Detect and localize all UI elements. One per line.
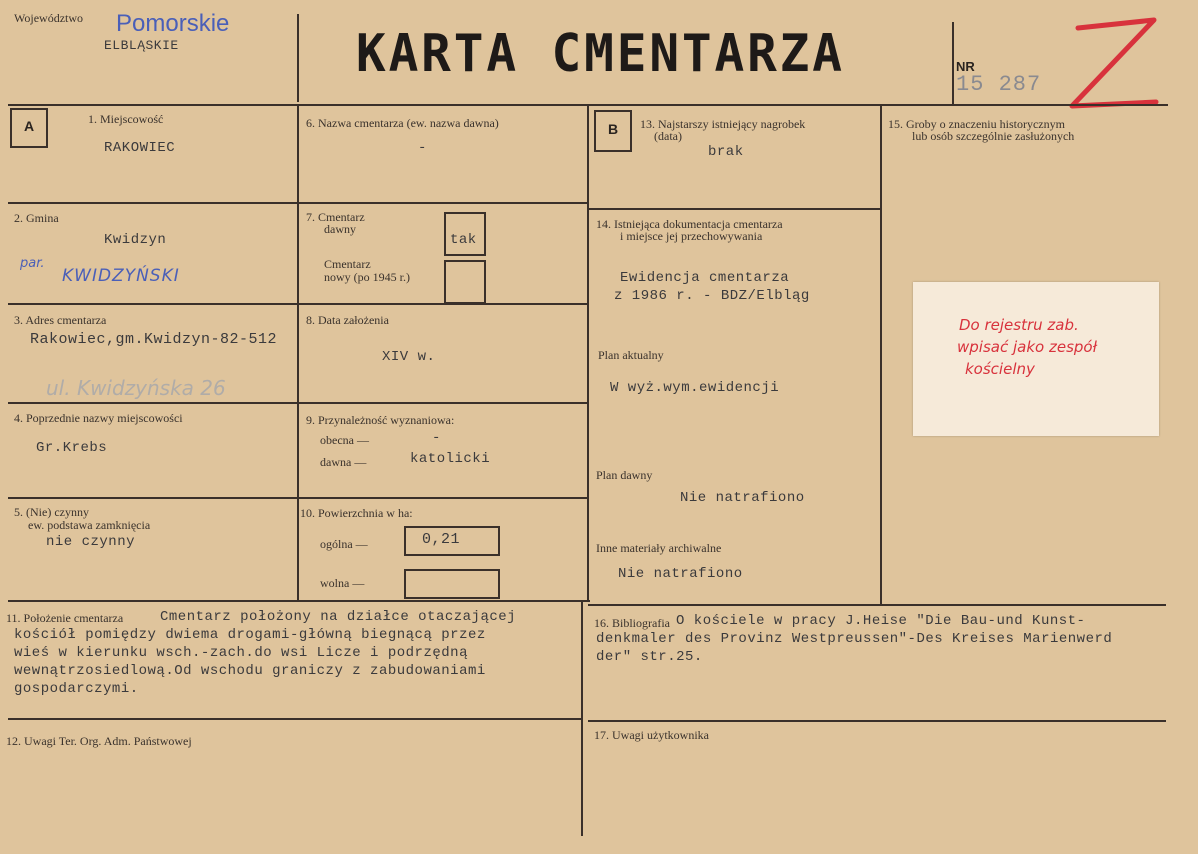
nr-value: 15 287: [956, 72, 1042, 97]
note-line-1: Do rejestru zab.: [959, 316, 1079, 334]
f16-line-2: denkmaler des Provinz Westpreussen"-Des Kreises Marienwerd: [596, 631, 1113, 647]
attached-note: [913, 282, 1159, 436]
f7-value: tak: [450, 232, 477, 248]
divider: [8, 303, 588, 305]
section-a-letter: A: [23, 118, 35, 134]
f11-label: 11. Położenie cmentarza: [6, 611, 124, 625]
wojewodztwo-label: Województwo: [14, 11, 84, 25]
f9-label: 9. Przynależność wyznaniowa:: [306, 413, 455, 427]
f6-value: -: [418, 140, 427, 156]
f10-ogolna-label: ogólna —: [320, 537, 368, 551]
divider: [588, 720, 1166, 722]
divider: [8, 402, 588, 404]
f11-line-2: kościół pomiędzy dwiema drogami-główną biegnącą przez: [14, 627, 486, 643]
divider: [297, 14, 299, 102]
f15-label-line-2: lub osób szczególnie zasłużonych: [912, 129, 1075, 143]
section-b-box: [594, 110, 632, 152]
divider: [8, 497, 588, 499]
f9-dawna-label: dawna —: [320, 455, 367, 469]
f2-hand-value: KWIDZYŃSKI: [62, 266, 180, 286]
divider: [8, 600, 590, 602]
f10-label: 10. Powierzchnia w ha:: [300, 506, 413, 520]
f2-hand-prefix: par.: [20, 256, 45, 271]
f4-label: 4. Poprzednie nazwy miejscowości: [14, 411, 183, 425]
f14-label-line-2: i miejsce jej przechowywania: [620, 229, 763, 243]
f1-value: RAKOWIEC: [104, 140, 176, 156]
wojewodztwo-value: ELBLĄSKIE: [104, 38, 179, 53]
divider: [952, 22, 954, 106]
f5-label-line-2: ew. podstawa zamknięcia: [28, 518, 151, 532]
f14-label-line-1: 14. Istniejąca dokumentacja cmentarza: [596, 217, 783, 231]
f10-ogolna-value: 0,21: [422, 531, 461, 548]
note-line-2: wpisać jako zespół: [957, 338, 1097, 356]
f10-wolna-label: wolna —: [320, 576, 365, 590]
f13-label-line-2: (data): [654, 129, 682, 143]
divider: [581, 600, 583, 836]
divider: [588, 604, 1166, 606]
f16-line-1: O kościele w pracy J.Heise "Die Bau-und Kunst-: [676, 613, 1086, 629]
f8-value: XIV w.: [382, 349, 436, 365]
f7-checkbox: [444, 212, 486, 256]
f9-obecna-value: -: [432, 430, 441, 446]
divider: [8, 718, 582, 720]
f11-line-1: Cmentarz położony na działce otaczającej: [160, 609, 517, 625]
f16-label: 16. Bibliografia: [594, 616, 670, 630]
f8-label: 8. Data założenia: [306, 313, 389, 327]
category-mark: [1064, 14, 1160, 114]
divider: [8, 202, 298, 204]
f5-value: nie czynny: [46, 534, 136, 550]
f17-label: 17. Uwagi użytkownika: [594, 728, 709, 742]
f7-label-line-2: dawny: [324, 222, 356, 236]
f7-label-line-1: 7. Cmentarz: [306, 210, 365, 224]
f2-label: 2. Gmina: [14, 211, 59, 225]
f11-line-4: wewnątrzosiedlową.Od wschodu graniczy z zabudowaniami: [14, 663, 486, 679]
f14-value-line-1: Ewidencja cmentarza: [620, 270, 790, 286]
f14-value-line-2: z 1986 r. - BDZ/Elbląg: [614, 288, 810, 304]
f5-label-line-1: 5. (Nie) czynny: [14, 505, 89, 519]
plan-dawny-value: Nie natrafiono: [680, 490, 805, 506]
f2-value: Kwidzyn: [104, 232, 167, 248]
divider: [588, 208, 880, 210]
f4-value: Gr.Krebs: [36, 440, 108, 456]
plan-aktualny-label: Plan aktualny: [598, 348, 664, 362]
f16-line-3: der" str.25.: [596, 649, 703, 665]
inne-materialy-value: Nie natrafiono: [618, 566, 743, 582]
f9-obecna-label: obecna —: [320, 433, 369, 447]
province-stamp: Pomorskie: [116, 10, 230, 37]
f15-label-line-1: 15. Groby o znaczeniu historycznym: [888, 117, 1065, 131]
f12-label: 12. Uwagi Ter. Org. Adm. Państwowej: [6, 734, 192, 748]
f11-line-3: wieś w kierunku wsch.-zach.do wsi Licze i podrzędną: [14, 645, 468, 661]
f7b-label-line-1: Cmentarz: [324, 257, 371, 271]
f13-label-line-1: 13. Najstarszy istniejący nagrobek: [640, 117, 806, 131]
f7b-label-line-2: nowy (po 1945 r.): [324, 270, 410, 284]
f10-ogolna-field: [404, 526, 500, 556]
inne-materialy-label: Inne materiały archiwalne: [596, 541, 722, 555]
f9-dawna-value: katolicki: [410, 451, 491, 467]
f11-line-5: gospodarczymi.: [14, 681, 139, 697]
plan-dawny-label: Plan dawny: [596, 468, 653, 482]
nr-label: NR: [956, 59, 975, 74]
f3-value: Rakowiec,gm.Kwidzyn-82-512: [30, 331, 278, 348]
f6-label: 6. Nazwa cmentarza (ew. nazwa dawna): [306, 116, 499, 130]
divider: [298, 202, 588, 204]
note-line-3: kościelny: [965, 360, 1035, 378]
f10-wolna-field: [404, 569, 500, 599]
section-b-letter: B: [607, 121, 619, 137]
section-a-box: [10, 108, 48, 148]
divider: [880, 104, 882, 604]
category-z-mark-svg: [1064, 14, 1160, 114]
plan-aktualny-value: W wyż.wym.ewidencji: [610, 380, 780, 396]
card-title: KARTA CMENTARZA: [356, 24, 845, 84]
divider: [297, 104, 299, 600]
f3-hand-address: ul. Kwidzyńska 26: [46, 376, 226, 400]
f7b-checkbox: [444, 260, 486, 304]
f3-label: 3. Adres cmentarza: [14, 313, 107, 327]
f13-value: brak: [708, 144, 744, 160]
divider: [587, 104, 589, 600]
f1-label: 1. Miejscowość: [88, 112, 164, 126]
